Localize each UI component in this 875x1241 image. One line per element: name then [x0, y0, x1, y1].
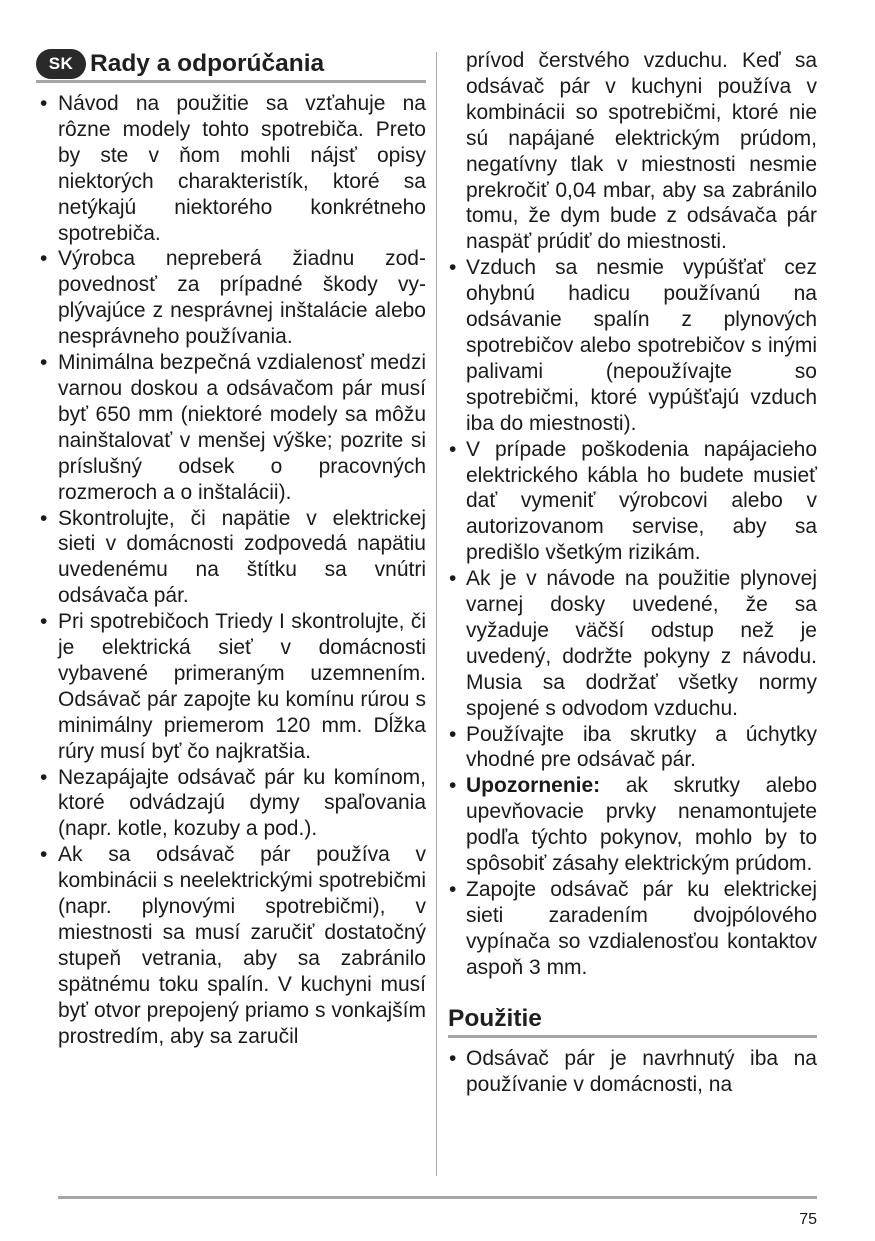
page-number: 75	[799, 1211, 817, 1228]
list-item: • Výrobca nepreberá žiadnu zodpovednosť za prípadné škody vyplývajúce z nesprávnej inštalácie alebo nesprávneho používania.	[36, 246, 426, 350]
list-item: • Používajte iba skrutky a úchytky vhodné pre odsávač pár.	[448, 722, 817, 774]
column-divider	[436, 52, 437, 1176]
list-item: • Vzduch sa nesmie vypúšťať cez ohybnú hadicu používanú na odsávanie spalín z plynových spotrebičov alebo spotrebičov s inými palivami (nepoužívajte so spotrebičmi, ktoré vypúšťajú vzduch iba do miestnosti).	[448, 255, 817, 436]
usage-list	[448, 1046, 817, 1098]
advice-list-right	[448, 48, 817, 981]
list-item-continuation: prívod čerstvého vzduchu. Keď sa odsávač pár v kuchyni používa v kombinácii so spotrebičmi, ktoré nie sú napájané elektrickým prúdom, negatívny tlak v miestnosti nesmie prekročiť 0,04 mbar, aby sa zabránilo tomu, že dym bude z odsávača pár naspäť prúdiť do miestnosti.	[466, 49, 817, 254]
list-item: • V prípade poškodenia napájacieho elektrického kábla ho budete musieť dať vymeniť výrobcovi alebo v autorizovanom servise, aby sa predišlo všetkým rizikám.	[448, 437, 817, 567]
list-item: • Minimálna bezpečná vzdialenosť medzi varnou doskou a odsávačom pár musí byť 650 mm (niektoré modely sa môžu nainštalovať v menšej výške; pozrite si príslušný odsek o pracovných rozmeroch a o inštalácii).	[36, 350, 426, 505]
list-item: • Nezapájajte odsávač pár ku komínom, ktoré odvádzajú dymy spaľovania (napr. kotle, kozuby a pod.).	[36, 765, 426, 843]
section-heading	[36, 48, 426, 83]
advice-list-left	[36, 91, 426, 1050]
section-title: Rady a odporúčania	[90, 50, 325, 77]
language-badge: SK	[36, 49, 86, 79]
usage-heading	[448, 995, 817, 1038]
list-item: • Ak sa odsávač pár používa v kombinácii s neelektrickými spotrebičmi (napr. plynovými spotrebičmi), v miestnosti sa musí zaručiť dostatočný stupeň vetrania, aby sa zabránilo spätnému toku spalín. V kuchyni musí byť otvor prepojený priamo s vonkajším prostredím, aby sa zaručil	[36, 842, 426, 1049]
list-item: • Návod na použitie sa vzťahuje na rôzne modely tohto spotrebiča. Preto by ste v ňom mohli nájsť opisy niektorých charakteristík, ktoré sa netýkajú niektorého konkrétneho spotrebiča.	[36, 91, 426, 246]
right-column	[448, 48, 817, 1097]
left-column	[36, 48, 426, 1050]
warning-text: ak skrutky alebo upevňovacie prvky nenamontujete podľa týchto pokynov, mohlo by to spôsobiť zásahy elektrickým prúdom.	[466, 774, 817, 876]
list-item: • Ak je v návode na použitie plynovej varnej dosky uvedené, že sa vyžaduje väčší odstup než je uvedený, dodržte pokyny z návodu. Musia sa dodržať všetky normy spojené s odvodom vzduchu.	[448, 566, 817, 721]
list-item: • Odsávač pár je navrhnutý iba na používanie v domácnosti, na	[448, 1046, 817, 1098]
list-item: • Skontrolujte, či napätie v elektrickej sieti v domácnosti zodpovedá napätiu uvedenému na štítku sa vnútri odsávača pár.	[36, 506, 426, 610]
footer-rule	[58, 1196, 817, 1199]
usage-title: Použitie	[448, 1004, 542, 1032]
warning-item	[448, 773, 817, 877]
warning-label: Upozornenie:	[466, 774, 601, 798]
list-item: • Pri spotrebičoch Triedy I skontrolujte, či je elektrická sieť v domácnosti vybavené primeraným uzemnením. Odsávač pár zapojte ku komínu rúrou s minimálny priemerom 120 mm. Dĺžka rúry musí byť čo najkratšia.	[36, 609, 426, 764]
list-item: • Zapojte odsávač pár ku elektrickej sieti zaradením dvojpólového vypínača so vzdialenosťou kontaktov aspoň 3 mm.	[448, 877, 817, 981]
